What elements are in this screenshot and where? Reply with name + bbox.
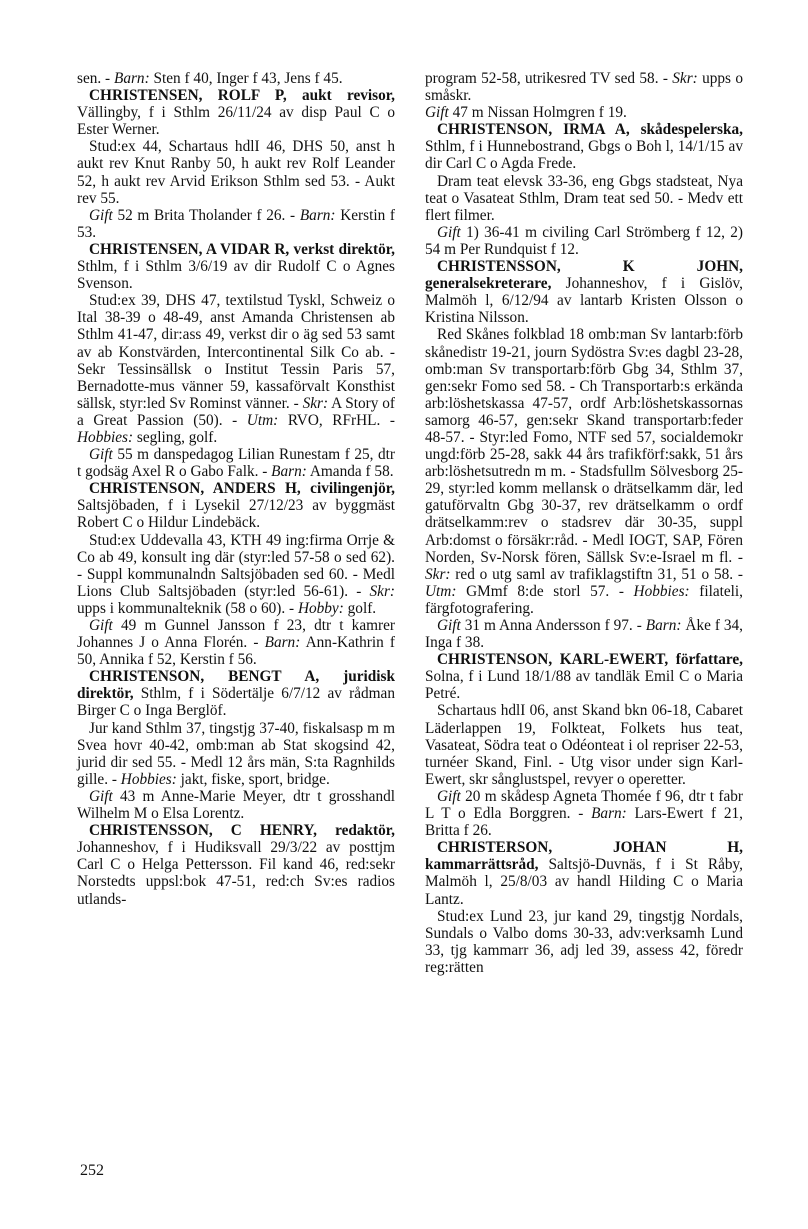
entry-text: 43 m Anne-Marie Meyer, dtr t grosshandl Wilhelm M o Elsa Lorentz. — [77, 787, 395, 823]
entry-text: Stud:ex Uddevalla 43, KTH 49 ing:firma Orrje & Co ab 49, konsult ing där (styr:led 57-58 o sed 62). - Suppl kommunalndn Saltsjöbaden sed 60. - Medl Lions Club Saltsjöbaden (styr:led 56-61). - — [77, 531, 395, 600]
entry-text: Vällingby, f i Sthlm 26/11/24 av disp Paul C o Ester Werner. — [77, 104, 395, 139]
entry-text: Saltsjö-Duvnäs, f i St Råby, Malmöh l, 25/8/03 av handl Hilding C o Maria Lantz. — [425, 856, 743, 908]
field-label: Hobbies: — [77, 428, 134, 446]
field-label: Gift — [89, 446, 113, 464]
entry-text: red o utg saml av trafiklagstiftn 31, 51 o 58. - — [450, 565, 743, 583]
entry-text: Stud:ex 44, Schartaus hdlI 46, DHS 50, anst h aukt rev Knut Ranby 50, h aukt rev Rolf Leander 52, h aukt rev Arvid Erikson Sthlm sed 53. - Aukt rev 55. — [77, 138, 395, 207]
entry-text: 20 m skådesp Agneta Thomée f 96, dtr t fabr L T o Edla Borggren. - — [425, 787, 743, 823]
entry-name: CHRISTENSSON, C HENRY, redaktör, — [89, 822, 395, 840]
entry-text: 49 m Gunnel Jansson f 23, dtr t kamrer Johannes J o Anna Florén. - — [77, 617, 395, 652]
entry-text: 1) 36-41 m civiling Carl Strömberg f 12, 2) 54 m Per Rundquist f 12. — [425, 223, 743, 258]
entry-heading-paragraph — [77, 241, 395, 292]
field-label: Gift — [89, 617, 113, 634]
entry-paragraph — [77, 446, 395, 480]
entry-text: A Story of a Great Passion (50). - — [77, 394, 395, 429]
field-label: Barn: — [264, 634, 301, 652]
entry-text: 31 m Anna Andersson f 97. - — [460, 617, 646, 634]
field-label: Gift — [437, 617, 461, 634]
entry-text: Stud:ex 39, DHS 47, textilstud Tyskl, Schweiz o Ital 38-39 o 48-49, anst Amanda Christensen ab Sthlm 41-47, dir:ass 49, verkst dir o äg sed 53 samt av ab Konstvärden, Intercontinental Silk Co ab. - Sekr Tessinsällsk o Institut Tessin Paris 57, Bernadotte-mus vänner 59, kassaförvalt Konsthist sällsk, styr:led Sv Rominst vänner. - — [77, 292, 395, 412]
field-label: Gift — [89, 206, 113, 224]
field-label: Utm: — [425, 582, 457, 600]
entry-paragraph — [77, 532, 395, 617]
entry-name: CHRISTENSON, IRMA A, skådespelerska, — [437, 121, 743, 139]
entry-text: Schartaus hdlI 06, anst Skand bkn 06-18, Cabaret Läderlappen 19, Folkteat, Folkets hus teat, Vasateat, Södra teat o Odéonteat i ol repriser 22-53, turnéer Skand, Finl. - Utg visor under sign Karl-Ewert, skr sånglustspel, revyer o operetter. — [425, 702, 743, 788]
entry-text: Kerstin f 53. — [77, 206, 395, 241]
field-label: Barn: — [271, 463, 307, 481]
field-label: Skr: — [369, 582, 395, 600]
entry-name: CHRISTENSON, KARL-EWERT, författare, — [437, 651, 743, 669]
entry-name: CHRISTERSON, JOHAN H, kammarrättsråd, — [425, 839, 743, 874]
field-label: Barn: — [591, 805, 627, 823]
entry-text: golf. — [343, 599, 377, 617]
entry-paragraph — [77, 207, 395, 241]
right-column — [425, 70, 743, 976]
entry-paragraph — [77, 138, 395, 206]
entry-paragraph — [425, 908, 743, 976]
entry-text: RVO, RFrHL. - — [278, 411, 395, 429]
entry-text: Johanneshov, f i Hudiksvall 29/3/22 av posttjm Carl C o Helga Pettersson. Fil kand 46, red:sekr Norstedts uppsl:bok 47-51, red:ch Sv:es radios utlands- — [77, 839, 395, 908]
field-label: Skr: — [425, 565, 451, 583]
entry-text: segling, golf. — [133, 428, 218, 446]
field-label: Barn: — [113, 70, 150, 87]
dictionary-entry — [77, 87, 395, 241]
entry-text: Ann-Kathrin f 50, Annika f 52, Kerstin f 56. — [77, 634, 395, 669]
entry-text: Sthlm, f i Hunnebostrand, Gbgs o Boh l, 14/1/15 av dir Carl C o Agda Frede. — [425, 138, 743, 173]
entry-heading-paragraph — [425, 651, 743, 702]
entry-text: filateli, färgfotografering. — [425, 582, 743, 617]
entry-text: Saltsjöbaden, f i Lysekil 27/12/23 av byggmäst Robert C o Hildur Lindebäck. — [77, 497, 395, 532]
field-label: Barn: — [645, 617, 682, 634]
entry-paragraph — [425, 224, 743, 258]
dictionary-entry — [77, 822, 395, 907]
entry-heading-paragraph — [77, 70, 395, 87]
dictionary-entry — [425, 258, 743, 651]
entry-paragraph — [425, 104, 743, 121]
entry-text: Amanda f 58. — [306, 463, 394, 481]
entry-text: program 52-58, utrikesred TV sed 58. - — [425, 70, 673, 87]
entry-text: Lars-Ewert f 21, Britta f 26. — [425, 805, 743, 840]
field-label: Gift — [89, 787, 113, 805]
entry-name: CHRISTENSEN, ROLF P, aukt revisor, — [89, 87, 395, 105]
field-label: Hobbies: — [120, 770, 177, 788]
entry-text: 52 m Brita Tholander f 26. - — [112, 206, 300, 224]
field-label: Gift — [437, 787, 461, 805]
field-label: Skr: — [302, 394, 329, 412]
entry-paragraph — [425, 173, 743, 224]
entry-name: CHRISTENSON, BENGT A, juridisk direktör, — [77, 668, 395, 703]
left-column — [77, 70, 395, 908]
dictionary-entry — [77, 70, 395, 87]
entry-paragraph — [77, 720, 395, 788]
entry-paragraph — [425, 788, 743, 839]
entry-text: Johanneshov, f i Gislöv, Malmöh l, 6/12/94 av lantarb Kristen Olsson o Kristina Nilsson. — [425, 275, 743, 327]
field-label: Gift — [425, 104, 449, 122]
entry-text: Dram teat elevsk 33-36, eng Gbgs stadsteat, Nya teat o Vasateat Sthlm, Dram teat sed 50. - Medv ett flert filmer. — [425, 172, 743, 224]
entry-name: CHRISTENSEN, A VIDAR R, verkst direktör, — [89, 240, 395, 258]
entry-text: 47 m Nissan Holmgren f 19. — [448, 104, 627, 122]
field-label: Gift — [437, 223, 461, 241]
entry-name: CHRISTENSON, ANDERS H, civilingenjör, — [89, 480, 395, 498]
entry-paragraph — [77, 617, 395, 668]
entry-text: Sthlm, f i Södertälje 6/7/12 av rådman Birger C o Inga Berglöf. — [77, 685, 395, 720]
entry-text: 55 m danspedagog Lilian Runestam f 25, dtr t godsäg Axel R o Gabo Falk. - — [77, 446, 395, 481]
entry-name: CHRISTENSSON, K JOHN, generalsekreterare, — [425, 258, 743, 293]
field-label: Hobbies: — [633, 582, 690, 600]
field-label: Utm: — [246, 411, 279, 429]
dictionary-entry — [425, 121, 743, 258]
entry-heading-paragraph — [425, 70, 743, 104]
field-label: Hobby: — [297, 599, 344, 617]
field-label: Skr: — [672, 70, 698, 87]
entry-heading-paragraph — [425, 121, 743, 172]
entry-heading-paragraph — [77, 822, 395, 907]
entry-heading-paragraph — [77, 480, 395, 531]
entry-heading-paragraph — [77, 668, 395, 719]
dictionary-entry — [77, 668, 395, 822]
entry-paragraph — [425, 326, 743, 617]
entry-text: jakt, fiske, sport, bridge. — [176, 770, 330, 788]
entry-text: Sthlm, f i Sthlm 3/6/19 av dir Rudolf C o Agnes Svenson. — [77, 258, 395, 293]
entry-heading-paragraph — [425, 839, 743, 907]
entry-text: sen. - — [77, 70, 114, 87]
entry-text: Red Skånes folkblad 18 omb:man Sv lantarb:förb skånedistr 19-21, journ Sydöstra Sv:es dagbl 23-28, omb:man Sv transportarb:förb Gbg 34, Sthlm 37, gen:sekr Fomo sed 58. - Ch Transportarb:s erkända arb:löshetskassa 47-57, ordf Arb:löshetskassornas samorg 46-57, gen:sekr Skand transportarb:feder 48-57. - Styr:led Fomo, NTF sed 57, socialdemokr ungd:förb 25-28, sakk 44 års trafikförf:sakk, 51 års arb:löshetsutredn m m. - Stadsfullm Sölvesborg 25-29, styr:led komm mellansk o drätselkamm där, led gatuförvaltn Gbg 30-37, rev drätselkamm o ordf drätselkamm:rev o stadsrev där 30-35, suppl Arb:domst o försäkr:råd. - Medl IOGT, SAP, Fören Norden, Sv-Norsk fören, Sällsk Sv:e-Israel m fl. - — [425, 326, 743, 566]
entry-text: Solna, f i Lund 18/1/88 av tandläk Emil C o Maria Petré. — [425, 668, 743, 703]
entry-paragraph — [77, 788, 395, 822]
field-label: Barn: — [299, 206, 336, 224]
entry-text: Sten f 40, Inger f 43, Jens f 45. — [149, 70, 343, 87]
entry-text: GMmf 8:de storl 57. - — [456, 582, 634, 600]
entry-heading-paragraph — [425, 258, 743, 326]
dictionary-entry — [425, 651, 743, 839]
dictionary-entry — [77, 241, 395, 480]
entry-heading-paragraph — [77, 87, 395, 138]
entry-text: Åke f 34, Inga f 38. — [425, 617, 743, 652]
entry-paragraph — [425, 702, 743, 787]
dictionary-entry — [425, 70, 743, 121]
page-number: 252 — [80, 1162, 104, 1179]
entry-text: upps i kommunalteknik (58 o 60). - — [77, 599, 298, 617]
dictionary-entry — [425, 839, 743, 976]
dictionary-entry — [77, 480, 395, 668]
entry-text: Jur kand Sthlm 37, tingstjg 37-40, fiskalsasp m m Svea hovr 40-42, omb:man ab Stat skogsind 42, jurid dir sed 55. - Medl 12 års män, S:ta Ragnhilds gille. - — [77, 719, 395, 788]
entry-paragraph — [77, 292, 395, 446]
entry-paragraph — [425, 617, 743, 651]
entry-text: Stud:ex Lund 23, jur kand 29, tingstjg Nordals, Sundals o Valbo doms 30-33, adv:verksamh Lund 33, tjg kammarr 36, adj led 39, assess 42, föredr reg:rätten — [425, 907, 743, 976]
entry-text: upps o småskr. — [425, 70, 743, 105]
